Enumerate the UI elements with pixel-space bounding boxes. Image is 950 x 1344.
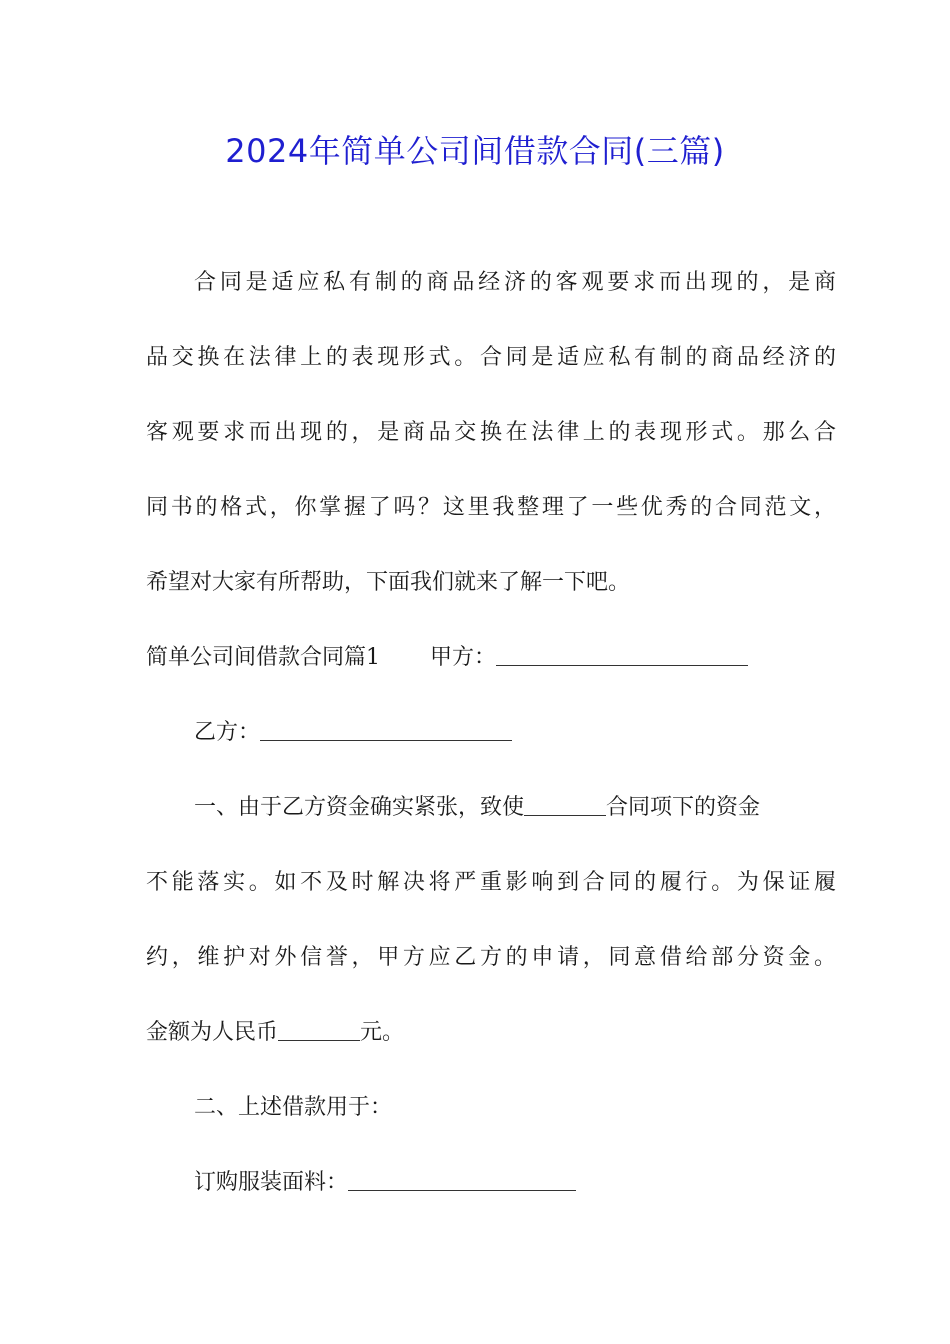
party-b-row xyxy=(194,718,836,748)
clause1-line-1 xyxy=(194,793,836,823)
document-title: 2024年简单公司间借款合同(三篇) xyxy=(225,132,725,170)
party-b-blank xyxy=(260,720,512,741)
party-b-label: 乙方： xyxy=(194,720,261,745)
contract-blank xyxy=(524,795,606,816)
party-a-label: 甲方： xyxy=(430,645,497,670)
party-a-blank xyxy=(496,645,748,666)
clause1-line-4 xyxy=(146,1018,836,1048)
clause1-line4-before: 金额为人民币 xyxy=(146,1020,279,1045)
intro-line-2: 品交换在法律上的表现形式。合同是适应私有制的商品经济的 xyxy=(146,345,836,370)
intro-line-4: 同书的格式，你掌握了吗？这里我整理了一些优秀的合同范文， xyxy=(146,495,836,520)
fabric-blank xyxy=(348,1170,576,1191)
section1-heading: 简单公司间借款合同篇1 xyxy=(146,645,380,670)
section1-heading-row xyxy=(146,643,836,673)
intro-line-3: 客观要求而出现的，是商品交换在法律上的表现形式。那么合 xyxy=(146,420,836,445)
clause2-item1-label: 订购服装面料： xyxy=(194,1170,349,1195)
clause1-line1-after: 合同项下的资金 xyxy=(606,795,761,820)
clause1-line-2: 不能落实。如不及时解决将严重影响到合同的履行。为保证履 xyxy=(146,870,836,895)
clause2-heading: 二、上述借款用于： xyxy=(194,1095,393,1120)
clause1-line1-before: 一、由于乙方资金确实紧张，致使 xyxy=(194,795,525,820)
clause1-line-3: 约，维护对外信誉，甲方应乙方的申请，同意借给部分资金。 xyxy=(146,945,836,970)
amount-blank xyxy=(278,1020,360,1041)
clause2-item-1 xyxy=(194,1168,836,1198)
clause1-line4-after: 元。 xyxy=(360,1020,405,1045)
intro-line-1: 合同是适应私有制的商品经济的客观要求而出现的，是商 xyxy=(194,270,836,295)
intro-line-5: 希望对大家有所帮助，下面我们就来了解一下吧。 xyxy=(146,570,631,595)
